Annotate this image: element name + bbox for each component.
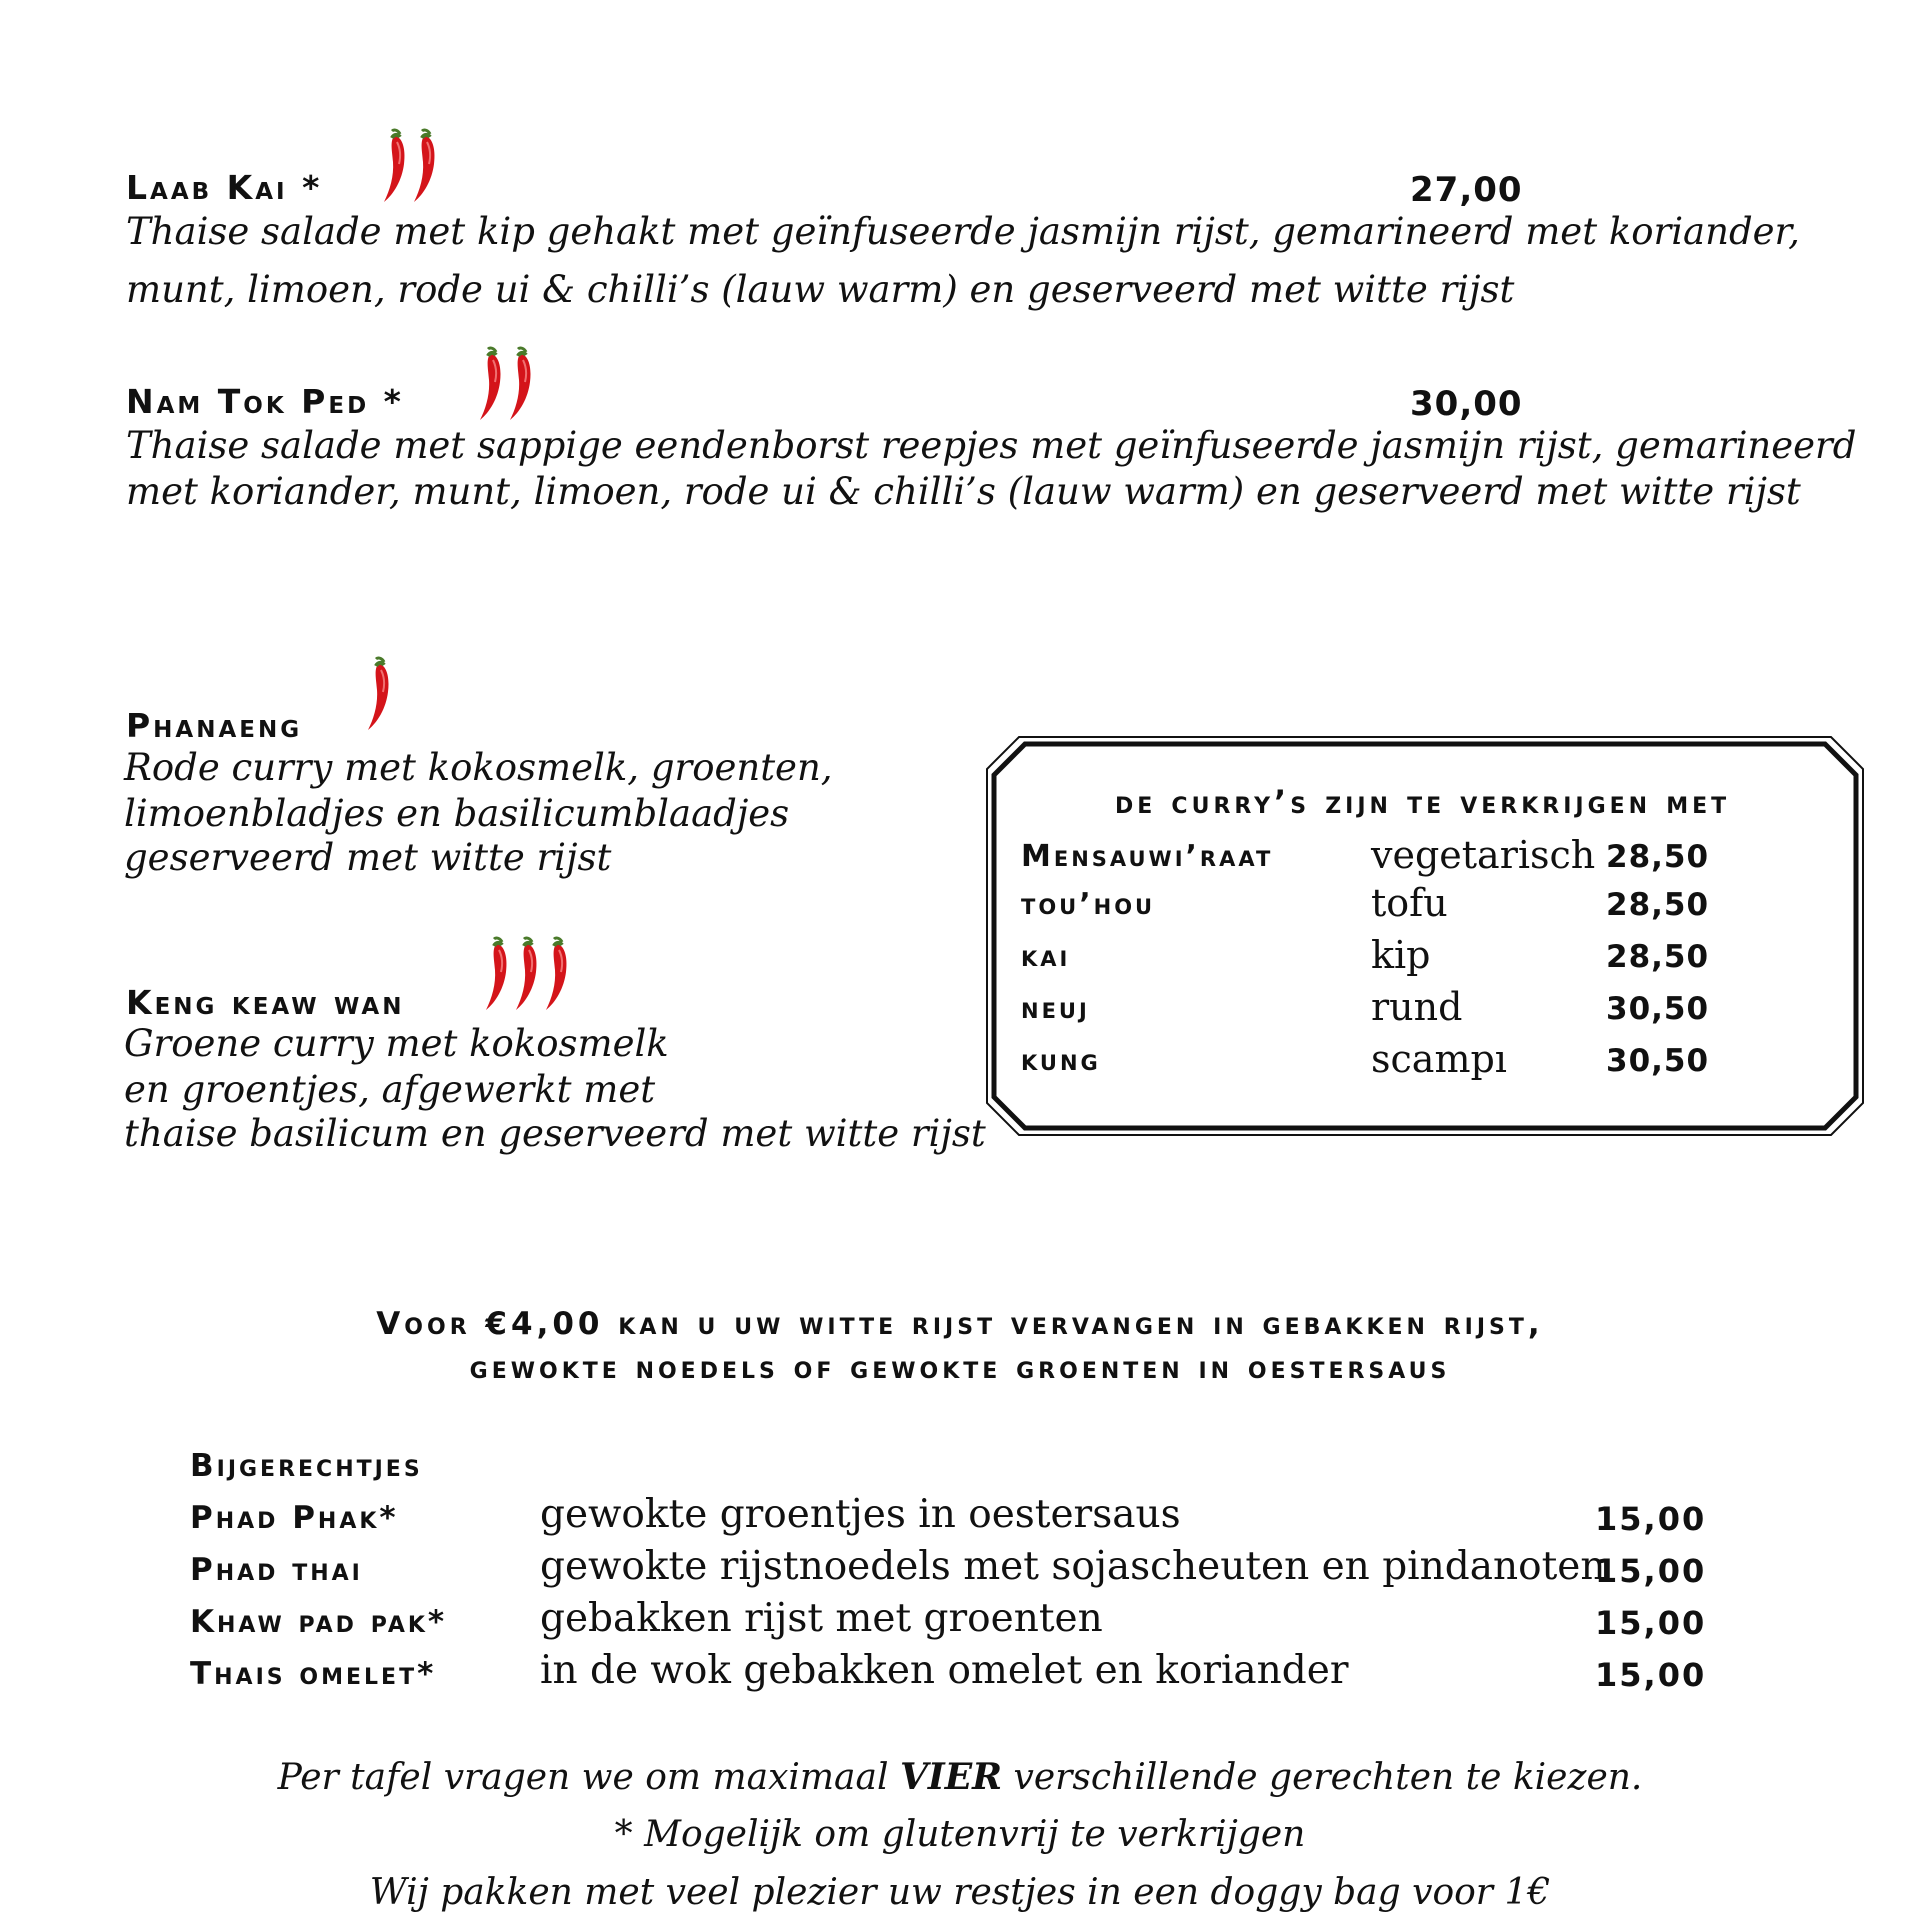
curry-description: Groene curry met kokosmelk <box>124 1022 669 1065</box>
side-dish-description: gewokte rijstnoedels met sojascheuten en pindanoten <box>540 1544 1606 1589</box>
dish-price: 30,00 <box>1410 384 1523 424</box>
curry-option-name: Mensauwi’raat <box>1021 839 1274 874</box>
side-dish-name: Thais omelet* <box>190 1656 437 1692</box>
curry-option-kind: rund <box>1371 985 1463 1029</box>
curry-option-price: 30,50 <box>1606 991 1710 1027</box>
dish-description: Thaise salade met sappige eendenborst reepjes met geïnfuseerde jasmijn rijst, gemarineerd <box>126 424 1857 467</box>
curry-option-price: 28,50 <box>1606 887 1710 923</box>
dish-title-laab-kai: Laab Kai * <box>126 168 323 207</box>
curry-description: thaise basilicum en geserveerd met witte rijst <box>124 1112 986 1155</box>
curry-option-row <box>1021 1037 1821 1087</box>
chili-icon <box>512 936 542 1016</box>
footer-doggy-bag-note: Wij pakken met veel plezier uw restjes in een doggy bag voor 1€ <box>369 1872 1551 1913</box>
curry-option-kind: scampı <box>1371 1037 1507 1081</box>
side-dish-price: 15,00 <box>1595 1552 1707 1590</box>
curry-option-row <box>1021 881 1821 931</box>
chili-icon <box>380 128 410 208</box>
dish-price: 27,00 <box>1410 170 1523 210</box>
curry-options-box <box>985 735 1865 1137</box>
curry-option-name: tou’hou <box>1021 887 1156 922</box>
footer-max-dishes-note <box>0 1756 1920 1798</box>
curry-option-name: kai <box>1021 939 1071 974</box>
curry-option-name: kung <box>1021 1043 1101 1078</box>
curry-title-phanaeng: Phanaeng <box>126 706 303 745</box>
chili-icon <box>482 936 512 1016</box>
rice-replacement-notice: Voor €4,00 kan u uw witte rijst vervangen in gebakken rijst, <box>376 1306 1544 1342</box>
side-dish-row <box>190 1492 1750 1544</box>
curry-description: limoenbladjes en basilicumblaadjes <box>124 792 790 835</box>
curry-option-kind: kip <box>1371 933 1431 977</box>
sides-title: Bijgerechtjes <box>190 1448 423 1484</box>
curry-option-price: 28,50 <box>1606 839 1710 875</box>
chili-icon <box>364 656 394 736</box>
curry-description: geserveerd met witte rijst <box>124 836 612 879</box>
side-dish-row <box>190 1544 1750 1596</box>
curry-box-title: de curry’s zijn te verkrijgen met <box>1115 783 1731 821</box>
curry-option-row <box>1021 833 1821 883</box>
chili-icon <box>542 936 572 1016</box>
curry-option-row <box>1021 985 1821 1035</box>
curry-description: en groentjes, afgewerkt met <box>124 1068 656 1111</box>
side-dish-row <box>190 1596 1750 1648</box>
dish-description: munt, limoen, rode ui & chilli’s (lauw warm) en geserveerd met witte rijst <box>126 268 1515 311</box>
curry-option-kind: vegetarisch <box>1371 833 1596 877</box>
footer-text: Per tafel vragen we om maximaal <box>277 1757 900 1798</box>
side-dish-price: 15,00 <box>1595 1604 1707 1642</box>
dish-description: Thaise salade met kip gehakt met geïnfuseerde jasmijn rijst, gemarineerd met koriander, <box>126 210 1800 253</box>
side-dish-price: 15,00 <box>1595 1500 1707 1538</box>
rice-replacement-notice: gewokte noedels of gewokte groenten in oestersaus <box>469 1350 1451 1386</box>
dish-title-nam-tok-ped: Nam Tok Ped * <box>126 382 404 421</box>
curry-option-row <box>1021 933 1821 983</box>
curry-option-price: 30,50 <box>1606 1043 1710 1079</box>
chili-icon <box>476 346 506 426</box>
footer-gluten-note: * Mogelijk om glutenvrij te verkrijgen <box>614 1814 1306 1855</box>
dish-description: met koriander, munt, limoen, rode ui & chilli’s (lauw warm) en geserveerd met witte rijst <box>126 470 1801 513</box>
curry-option-kind: tofu <box>1371 881 1448 925</box>
side-dish-description: in de wok gebakken omelet en koriander <box>540 1648 1349 1693</box>
side-dish-name: Khaw pad pak* <box>190 1604 448 1640</box>
curry-option-price: 28,50 <box>1606 939 1710 975</box>
curry-option-name: neuj <box>1021 991 1090 1026</box>
side-dish-row <box>190 1648 1750 1700</box>
side-dish-name: Phad thai <box>190 1552 363 1588</box>
chili-icon <box>410 128 440 208</box>
side-dish-price: 15,00 <box>1595 1656 1707 1694</box>
footer-emphasis: VIER <box>899 1756 1003 1798</box>
side-dish-name: Phad Phak* <box>190 1500 399 1536</box>
footer-text: verschillende gerechten te kiezen. <box>1002 1757 1643 1798</box>
side-dish-description: gebakken rijst met groenten <box>540 1596 1103 1641</box>
side-dish-description: gewokte groentjes in oestersaus <box>540 1492 1181 1537</box>
chili-icon <box>506 346 536 426</box>
curry-description: Rode curry met kokosmelk, groenten, <box>124 746 833 789</box>
curry-title-keng-keaw-wan: Keng keaw wan <box>126 983 405 1022</box>
